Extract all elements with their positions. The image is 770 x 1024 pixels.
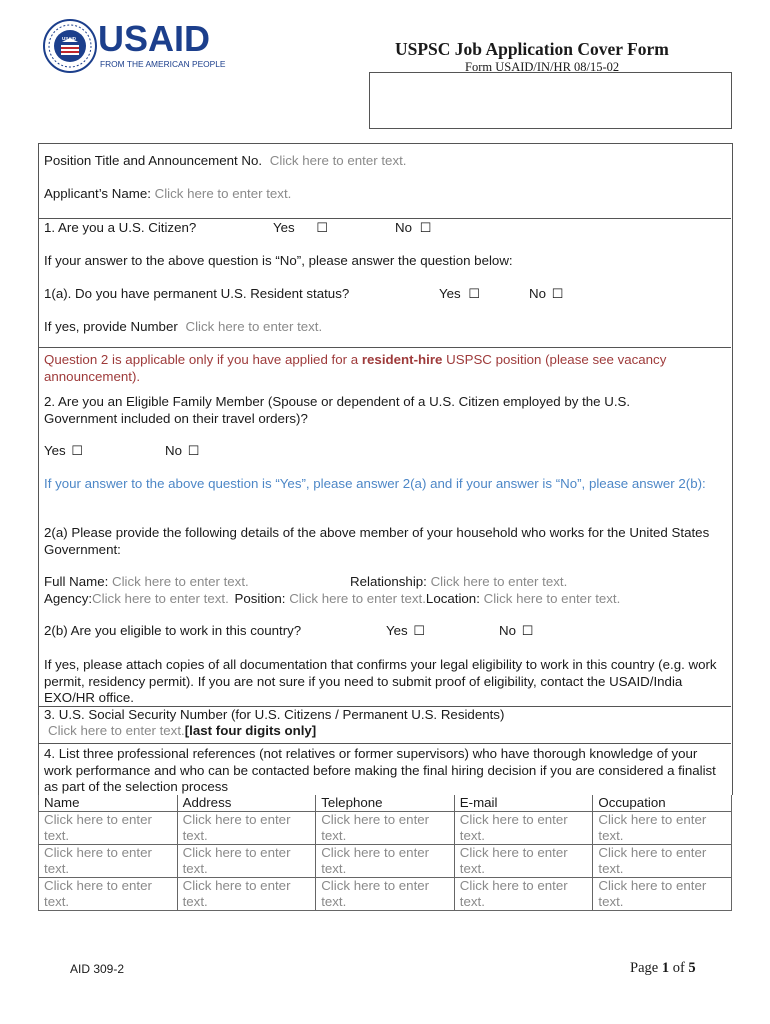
reference-name-input[interactable]: Click here to enter text.: [39, 878, 178, 911]
column-header: Address: [177, 795, 316, 812]
agency-label: Agency:: [44, 591, 93, 606]
column-header: Occupation: [593, 795, 732, 812]
office-use-box: [369, 72, 732, 129]
q1-citizen: 1. Are you a U.S. Citizen?: [44, 220, 197, 235]
relationship-input[interactable]: Click here to enter text.: [430, 574, 568, 589]
divider: [38, 347, 731, 348]
q3-ssn: 3. U.S. Social Security Number (for U.S. Citizens / Permanent U.S. Residents): [44, 707, 505, 722]
table-row: [39, 845, 732, 878]
page-of: of: [672, 960, 685, 976]
form-title: USPSC Job Application Cover Form: [395, 39, 669, 59]
q2b-no-checkbox[interactable]: ☐: [521, 623, 534, 638]
q2a-details: 2(a) Please provide the following details of the above member of your household who works for the United States Government:: [44, 525, 710, 557]
table-row: [39, 878, 732, 911]
q2-applicability-note: [44, 352, 724, 385]
references-table: [38, 795, 732, 911]
note-text-end: USPSC position (please see vacancy announcement).: [44, 352, 667, 384]
q2-no-label: No: [165, 443, 182, 458]
page-current: 1: [661, 960, 670, 976]
reference-email-input[interactable]: Click here to enter text.: [454, 878, 593, 911]
reference-telephone-input[interactable]: Click here to enter text.: [316, 845, 455, 878]
position-title-label: Position Title and Announcement No.: [44, 153, 263, 168]
q2-yes-label: Yes: [44, 443, 66, 458]
applicant-name-label: Applicant’s Name:: [44, 186, 151, 201]
q1-no-label: No: [395, 220, 412, 235]
reference-address-input[interactable]: Click here to enter text.: [177, 878, 316, 911]
q2b-yes-label: Yes: [386, 623, 408, 638]
q2b-no-label: No: [499, 623, 516, 638]
q1-yes-label: Yes: [273, 220, 295, 235]
location-input[interactable]: Click here to enter text.: [483, 591, 621, 606]
footer-form-id: AID 309-2: [70, 962, 125, 976]
resident-number-label: If yes, provide Number: [44, 319, 178, 334]
eligibility-docs-note: If yes, please attach copies of all documentation that confirms your legal eligibility to work in this country (e.g. work permit, residency permit). If you are not sure if you need to submit proof of eligibility, contact the USAID/India EXO/HR office.: [44, 657, 717, 705]
resident-number-input[interactable]: Click here to enter text.: [185, 319, 323, 334]
reference-name-input[interactable]: Click here to enter text.: [39, 845, 178, 878]
location-label: Location:: [425, 591, 480, 606]
reference-email-input[interactable]: Click here to enter text.: [454, 812, 593, 845]
position-title-input[interactable]: Click here to enter text.: [269, 153, 407, 168]
q2-no-option: [165, 443, 199, 459]
q2b-yes-option: [386, 623, 425, 639]
reference-address-input[interactable]: Click here to enter text.: [177, 812, 316, 845]
ssn-input[interactable]: Click here to enter text.: [48, 723, 185, 738]
reference-email-input[interactable]: Click here to enter text.: [454, 845, 593, 878]
q1-followup: If your answer to the above question is “No”, please answer the question below:: [44, 253, 513, 268]
position-title-row: [44, 153, 407, 168]
column-header: Telephone: [316, 795, 455, 812]
form-number: Form USAID/IN/HR 08/15-02: [465, 60, 620, 74]
q2-eligible-family: 2. Are you an Eligible Family Member (Spouse or dependent of a U.S. Citizen employed by the U.S. Government included on their travel orders)?: [44, 394, 631, 426]
note-bold: resident-hire: [361, 352, 443, 367]
usaid-wordmark: USAID: [98, 18, 211, 59]
agency-row: [44, 591, 620, 606]
page-number: [630, 960, 696, 977]
column-header: E-mail: [454, 795, 593, 812]
reference-occupation-input[interactable]: Click here to enter text.: [593, 878, 732, 911]
q1a-no-checkbox[interactable]: ☐: [551, 286, 564, 301]
q2-no-checkbox[interactable]: ☐: [187, 443, 200, 458]
q1a-no-label: No: [529, 286, 546, 301]
applicant-name-row: [44, 186, 291, 201]
page-word: Page: [630, 960, 659, 976]
q1-yes-checkbox[interactable]: ☐: [316, 220, 329, 235]
usaid-seal-icon: [42, 18, 98, 74]
usaid-seal-text: USAID: [62, 36, 77, 41]
q2b-eligible-work: 2(b) Are you eligible to work in this country?: [44, 623, 302, 638]
q1a-resident: 1(a). Do you have permanent U.S. Resident status?: [44, 286, 350, 301]
q1a-yes-label: Yes: [439, 286, 461, 301]
references-header-row: [39, 795, 732, 812]
q2-yes-option: [44, 443, 83, 459]
q1-no-checkbox[interactable]: ☐: [419, 220, 432, 235]
relationship-label: Relationship:: [350, 574, 427, 589]
full-name-row: [44, 574, 249, 589]
reference-telephone-input[interactable]: Click here to enter text.: [316, 878, 455, 911]
usaid-logo: [42, 18, 226, 74]
note-text-start: Question 2 is applicable only if you have applied for a: [44, 352, 362, 367]
q2b-no-option: [499, 623, 533, 639]
position-label: Position:: [234, 591, 286, 606]
full-name-input[interactable]: Click here to enter text.: [112, 574, 249, 589]
ssn-row: [48, 723, 316, 738]
q2-instruction: If your answer to the above question is “Yes”, please answer 2(a) and if your answer is “No”, please answer 2(b):: [44, 476, 706, 491]
reference-occupation-input[interactable]: Click here to enter text.: [593, 845, 732, 878]
q2b-yes-checkbox[interactable]: ☐: [413, 623, 426, 638]
full-name-label: Full Name:: [44, 574, 109, 589]
applicant-name-input[interactable]: Click here to enter text.: [154, 186, 292, 201]
table-row: [39, 812, 732, 845]
reference-address-input[interactable]: Click here to enter text.: [177, 845, 316, 878]
reference-name-input[interactable]: Click here to enter text.: [39, 812, 178, 845]
q1a-yes-checkbox[interactable]: ☐: [468, 286, 481, 301]
relationship-row: [350, 574, 567, 589]
q2-yes-checkbox[interactable]: ☐: [71, 443, 84, 458]
column-header: Name: [39, 795, 178, 812]
page-total: 5: [688, 960, 696, 976]
position-input[interactable]: Click here to enter text.: [289, 591, 426, 606]
usaid-tagline: FROM THE AMERICAN PEOPLE: [100, 59, 226, 69]
ssn-last-four-note: [last four digits only]: [184, 723, 317, 738]
q4-references: 4. List three professional references (not relatives or former supervisors) who have thorough knowledge of your work performance and who can be contacted before making the final hiring decision if you are considered a finalist as part of the selection process: [44, 746, 716, 794]
agency-input[interactable]: Click here to enter text.: [92, 591, 229, 606]
reference-occupation-input[interactable]: Click here to enter text.: [593, 812, 732, 845]
reference-telephone-input[interactable]: Click here to enter text.: [316, 812, 455, 845]
